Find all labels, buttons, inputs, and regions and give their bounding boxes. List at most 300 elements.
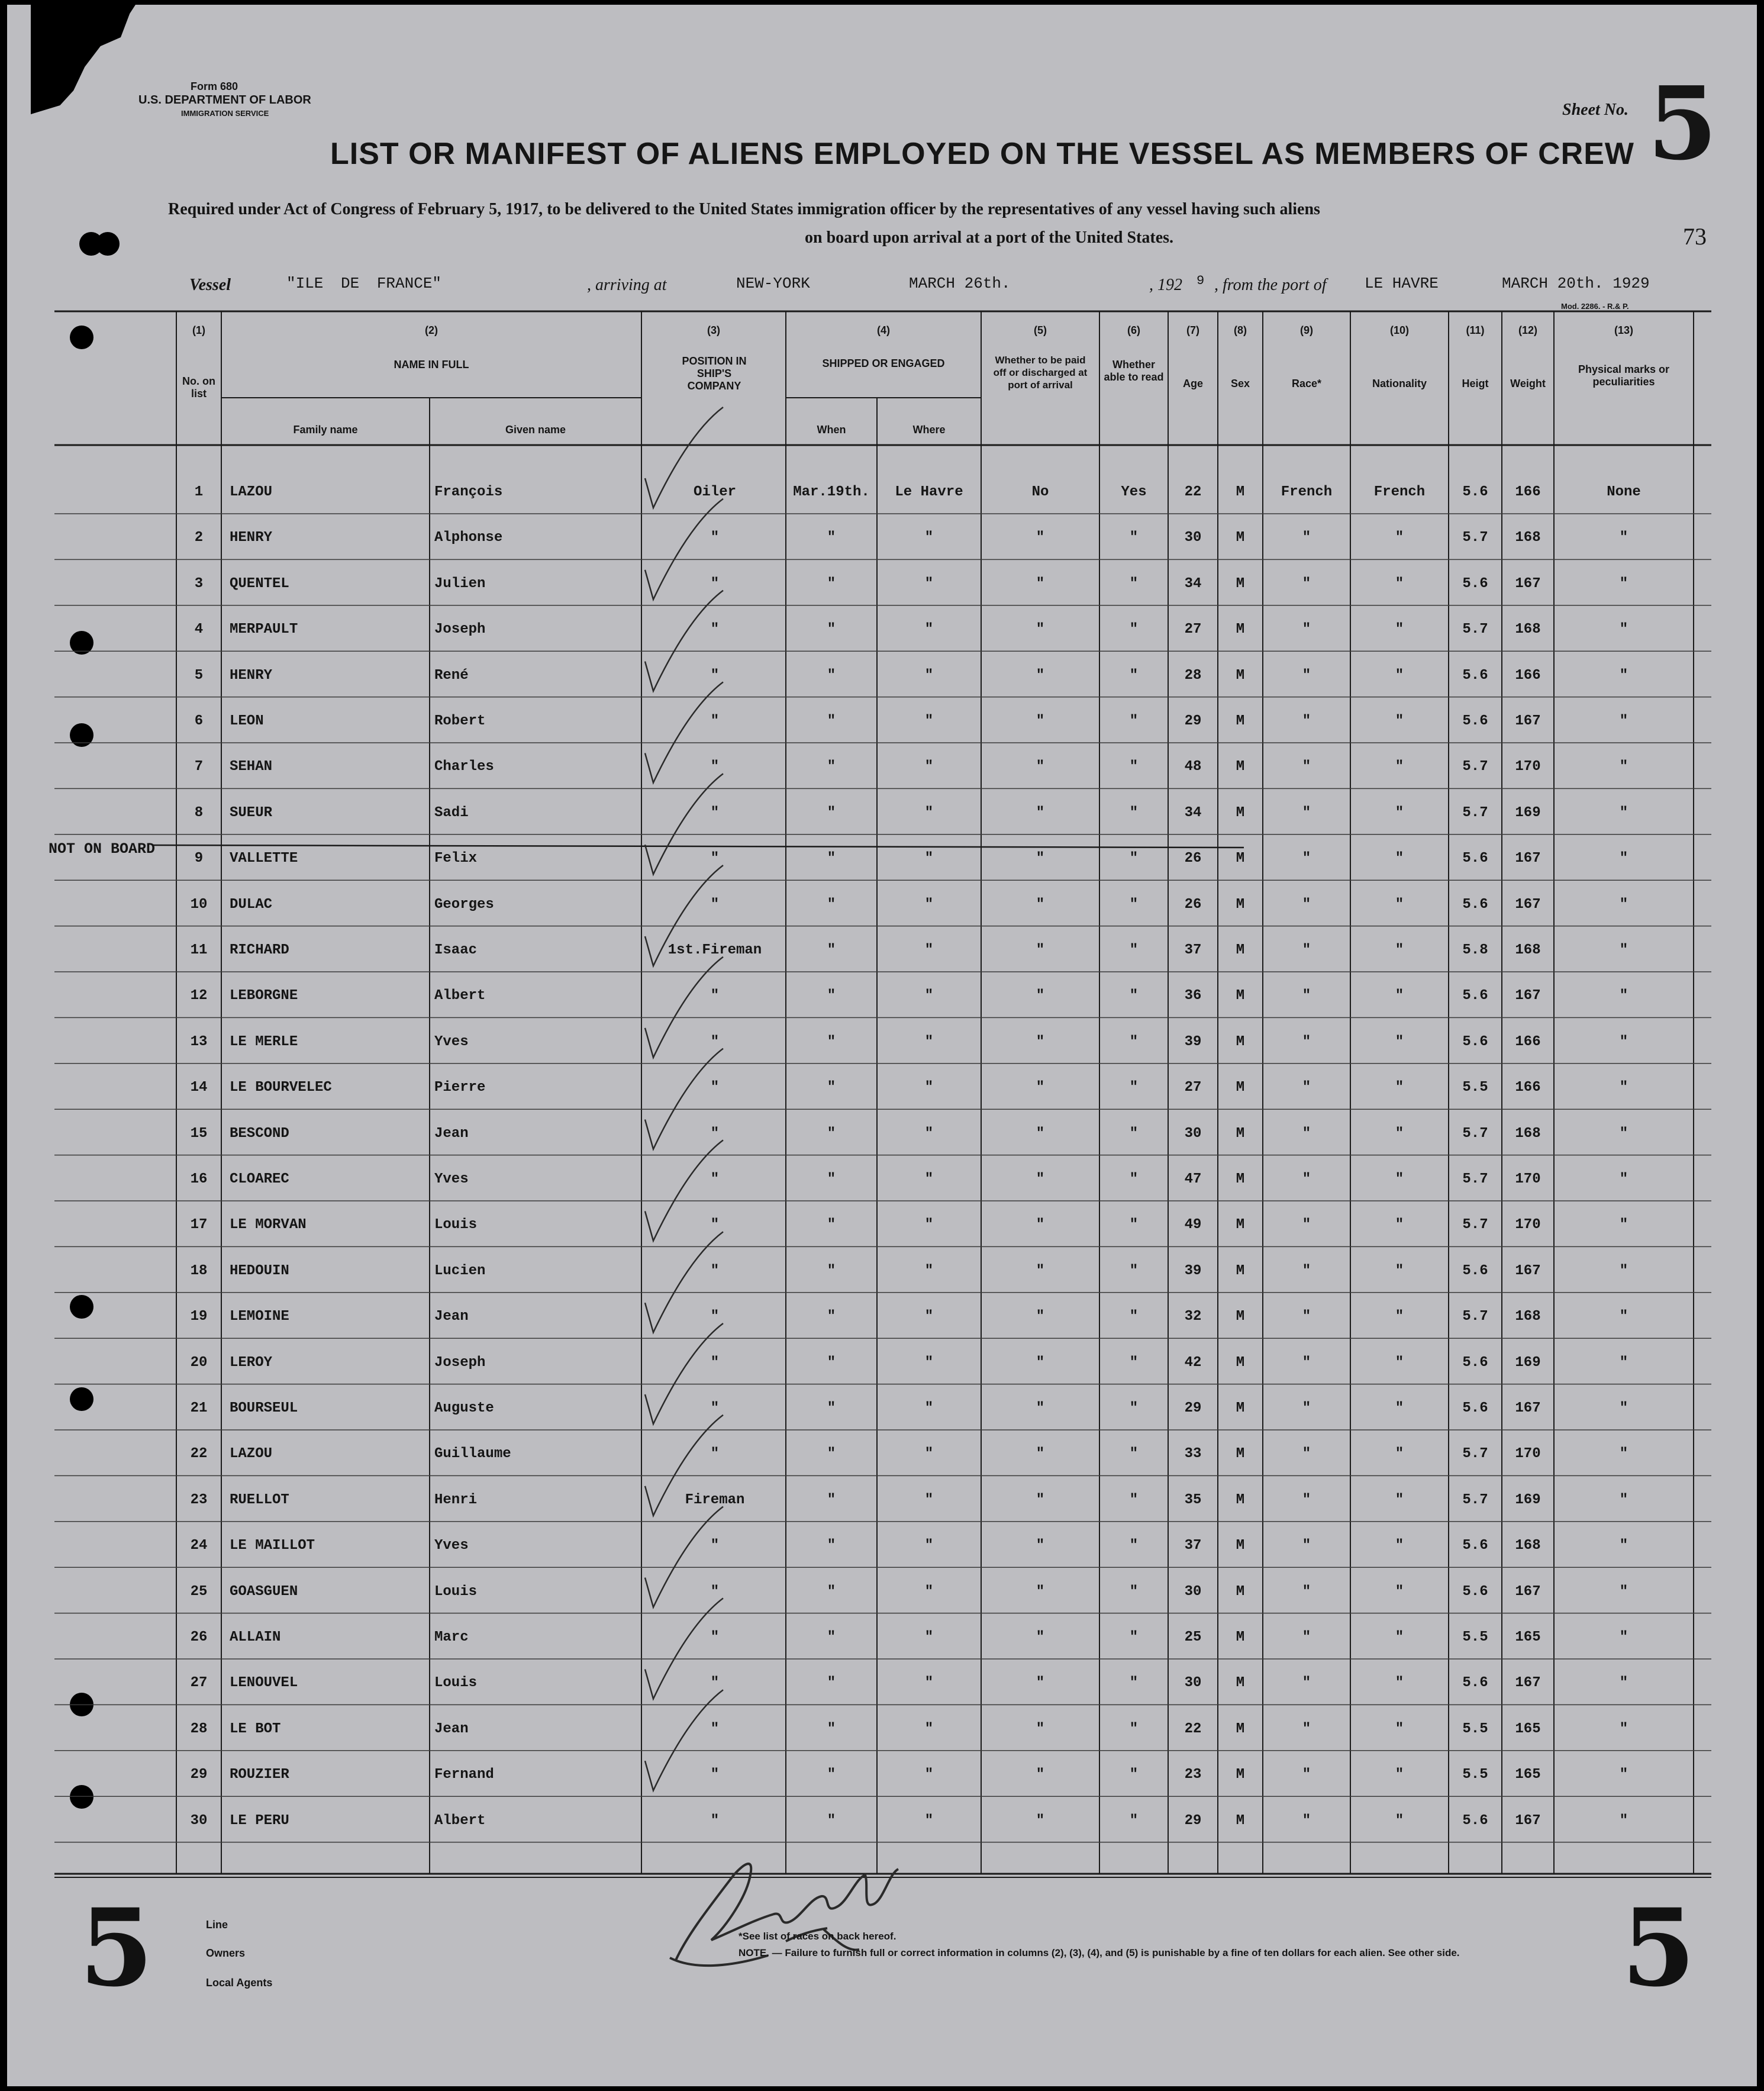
nationality: " — [1395, 1767, 1404, 1783]
race: " — [1302, 1217, 1311, 1233]
shipped-when: " — [827, 1033, 836, 1050]
nationality: " — [1395, 1400, 1404, 1416]
physical-marks: " — [1619, 1171, 1628, 1187]
age: 35 — [1184, 1491, 1202, 1508]
family-name: LE MORVAN — [230, 1217, 307, 1233]
paid-off: " — [1036, 1812, 1045, 1829]
shipped-where: " — [924, 1629, 934, 1645]
paid-off: No — [1031, 484, 1049, 500]
shipped-when: " — [827, 621, 836, 638]
shipped-when: " — [827, 1491, 836, 1508]
height: 5.7 — [1462, 1125, 1488, 1142]
paid-off: " — [1036, 804, 1045, 821]
shipped-when: " — [827, 1675, 836, 1692]
vessel-name: "ILE DE FRANCE" — [286, 275, 442, 292]
physical-marks: " — [1619, 850, 1628, 867]
height: 5.6 — [1462, 484, 1488, 500]
paid-off: " — [1036, 713, 1045, 729]
family-name: BESCOND — [230, 1125, 289, 1142]
age: 29 — [1184, 713, 1202, 729]
position: Fireman — [685, 1491, 745, 1508]
position: " — [710, 1125, 720, 1142]
row-number: 11 — [190, 942, 208, 958]
local-agents-label: Local Agents — [206, 1977, 273, 1989]
shipped-when: " — [827, 1767, 836, 1783]
nationality: " — [1395, 1721, 1404, 1737]
able-to-read: " — [1129, 1446, 1139, 1462]
paid-off: " — [1036, 530, 1045, 546]
height: 5.6 — [1462, 667, 1488, 684]
sex: M — [1236, 988, 1245, 1004]
age: 39 — [1184, 1033, 1202, 1050]
nationality: " — [1395, 713, 1404, 729]
position: " — [710, 1812, 720, 1829]
sex: M — [1236, 850, 1245, 867]
arriving-date: MARCH 26th. — [909, 275, 1011, 292]
weight: 166 — [1515, 1033, 1541, 1050]
age: 49 — [1184, 1217, 1202, 1233]
col11-header: Heigt — [1462, 378, 1489, 389]
age: 27 — [1184, 1080, 1202, 1096]
sex: M — [1236, 1217, 1245, 1233]
family-name: LEROY — [230, 1354, 273, 1371]
position: " — [710, 988, 720, 1004]
col11-number: (11) — [1466, 324, 1485, 336]
col1-header: No. on list — [182, 375, 215, 399]
race: " — [1302, 896, 1311, 913]
race: " — [1302, 1446, 1311, 1462]
race: " — [1302, 530, 1311, 546]
owners-label: Owners — [206, 1947, 246, 1959]
family-name: RUELLOT — [230, 1491, 289, 1508]
given-name: Sadi — [434, 804, 469, 821]
nationality: " — [1395, 759, 1404, 775]
nationality: " — [1395, 1033, 1404, 1050]
shipped-when: " — [827, 1721, 836, 1737]
from-label: , from the port of — [1214, 276, 1327, 294]
service: IMMIGRATION SERVICE — [181, 109, 269, 118]
paid-off: " — [1036, 1583, 1045, 1600]
height: 5.5 — [1462, 1629, 1488, 1645]
given-name: Louis — [434, 1583, 478, 1600]
shipped-when: " — [827, 713, 836, 729]
sex: M — [1236, 942, 1245, 958]
row-number: 4 — [194, 621, 204, 638]
given-name: Isaac — [434, 942, 478, 958]
shipped-where: " — [924, 1538, 934, 1554]
row-number: 15 — [190, 1125, 208, 1142]
paid-off: " — [1036, 988, 1045, 1004]
sex: M — [1236, 1538, 1245, 1554]
shipped-when: " — [827, 804, 836, 821]
shipped-when: " — [827, 1629, 836, 1645]
sex: M — [1236, 575, 1245, 592]
department: U.S. DEPARTMENT OF LABOR — [138, 94, 311, 107]
age: 30 — [1184, 1583, 1202, 1600]
shipped-where: " — [924, 713, 934, 729]
able-to-read: " — [1129, 850, 1139, 867]
age: 39 — [1184, 1262, 1202, 1279]
shipped-when: " — [827, 1080, 836, 1096]
physical-marks: " — [1619, 1538, 1628, 1554]
paid-off: " — [1036, 1080, 1045, 1096]
height: 5.7 — [1462, 759, 1488, 775]
paid-off: " — [1036, 1125, 1045, 1142]
able-to-read: " — [1129, 1400, 1139, 1416]
paid-off: " — [1036, 1491, 1045, 1508]
position: " — [710, 1446, 720, 1462]
shipped-where: " — [924, 1583, 934, 1600]
sex: M — [1236, 804, 1245, 821]
height: 5.5 — [1462, 1080, 1488, 1096]
weight: 167 — [1515, 1262, 1541, 1279]
row-number: 27 — [190, 1675, 208, 1692]
height: 5.6 — [1462, 713, 1488, 729]
col4-header: SHIPPED OR ENGAGED — [822, 357, 945, 369]
position: " — [710, 1538, 720, 1554]
form-subtitle-2: on board upon arrival at a port of the United States. — [805, 228, 1174, 247]
sex: M — [1236, 1812, 1245, 1829]
given-name: Alphonse — [434, 530, 503, 546]
shipped-where: " — [924, 1171, 934, 1187]
age: 42 — [1184, 1354, 1202, 1371]
given-name: Yves — [434, 1033, 469, 1050]
age: 28 — [1184, 667, 1202, 684]
row-number: 29 — [190, 1767, 208, 1783]
given-name: Guillaume — [434, 1446, 511, 1462]
col7-header: Age — [1182, 378, 1203, 389]
sex: M — [1236, 1309, 1245, 1325]
family-name: LE BOT — [230, 1721, 281, 1737]
col2-number: (2) — [425, 324, 438, 336]
height: 5.6 — [1462, 850, 1488, 867]
family-name: LEBORGNE — [230, 988, 298, 1004]
given-name: René — [434, 667, 469, 684]
able-to-read: " — [1129, 759, 1139, 775]
race: " — [1302, 1262, 1311, 1279]
vessel-label: Vessel — [189, 276, 231, 294]
nationality: " — [1395, 1125, 1404, 1142]
given-name: Auguste — [434, 1400, 494, 1416]
physical-marks: " — [1619, 896, 1628, 913]
able-to-read: " — [1129, 621, 1139, 638]
weight: 168 — [1515, 1309, 1541, 1325]
paid-off: " — [1036, 759, 1045, 775]
sex: M — [1236, 1033, 1245, 1050]
height: 5.7 — [1462, 1309, 1488, 1325]
shipped-when: " — [827, 942, 836, 958]
nationality: " — [1395, 1309, 1404, 1325]
height: 5.5 — [1462, 1721, 1488, 1737]
age: 26 — [1184, 896, 1202, 913]
weight: 167 — [1515, 1812, 1541, 1829]
age: 32 — [1184, 1309, 1202, 1325]
family-name: BOURSEUL — [230, 1400, 298, 1416]
race: " — [1302, 713, 1311, 729]
sex: M — [1236, 1080, 1245, 1096]
shipped-when: " — [827, 1354, 836, 1371]
col4b-header: Where — [912, 424, 946, 436]
height: 5.6 — [1462, 1538, 1488, 1554]
paid-off: " — [1036, 1217, 1045, 1233]
weight: 170 — [1515, 1446, 1541, 1462]
weight: 169 — [1515, 1491, 1541, 1508]
nationality: " — [1395, 1812, 1404, 1829]
col7-number: (7) — [1186, 324, 1199, 336]
height: 5.6 — [1462, 1262, 1488, 1279]
row-number: 19 — [190, 1309, 208, 1325]
family-name: CLOAREC — [230, 1171, 289, 1187]
sex: M — [1236, 484, 1245, 500]
able-to-read: " — [1129, 1538, 1139, 1554]
able-to-read: " — [1129, 988, 1139, 1004]
paid-off: " — [1036, 850, 1045, 867]
weight: 168 — [1515, 1125, 1541, 1142]
position: " — [710, 530, 720, 546]
height: 5.6 — [1462, 1033, 1488, 1050]
able-to-read: " — [1129, 1675, 1139, 1692]
nationality: " — [1395, 988, 1404, 1004]
age: 22 — [1184, 1721, 1202, 1737]
physical-marks: " — [1619, 621, 1628, 638]
physical-marks: " — [1619, 1491, 1628, 1508]
shipped-where: " — [924, 1080, 934, 1096]
shipped-where: " — [924, 1262, 934, 1279]
height: 5.5 — [1462, 1767, 1488, 1783]
shipped-when: " — [827, 988, 836, 1004]
shipped-where: " — [924, 1721, 934, 1737]
race: " — [1302, 1767, 1311, 1783]
sex: M — [1236, 1400, 1245, 1416]
given-name: Joseph — [434, 621, 486, 638]
mod-number: Mod. 2286. - R.& P. — [1561, 302, 1629, 311]
physical-marks: " — [1619, 530, 1628, 546]
shipped-when: " — [827, 896, 836, 913]
race: " — [1302, 804, 1311, 821]
race: " — [1302, 988, 1311, 1004]
family-name: LE PERU — [230, 1812, 289, 1829]
sheet-label: Sheet No. — [1562, 101, 1628, 119]
col9-number: (9) — [1300, 324, 1313, 336]
able-to-read: " — [1129, 1033, 1139, 1050]
given-name: Jean — [434, 1721, 469, 1737]
family-name: LAZOU — [230, 484, 273, 500]
weight: 168 — [1515, 1538, 1541, 1554]
family-name: SUEUR — [230, 804, 273, 821]
position: " — [710, 1033, 720, 1050]
able-to-read: " — [1129, 530, 1139, 546]
race: " — [1302, 850, 1311, 867]
race: " — [1302, 1675, 1311, 1692]
year-suffix: 9 — [1197, 273, 1205, 288]
position: " — [710, 1583, 720, 1600]
col12-number: (12) — [1518, 324, 1537, 336]
shipped-where: " — [924, 1309, 934, 1325]
sex: M — [1236, 1171, 1245, 1187]
weight: 170 — [1515, 1171, 1541, 1187]
page-number: 73 — [1683, 223, 1707, 250]
age: 29 — [1184, 1812, 1202, 1829]
nationality: " — [1395, 621, 1404, 638]
height: 5.6 — [1462, 1354, 1488, 1371]
physical-marks: " — [1619, 1080, 1628, 1096]
physical-marks: " — [1619, 667, 1628, 684]
sex: M — [1236, 667, 1245, 684]
row-number: 16 — [190, 1171, 208, 1187]
family-name: ROUZIER — [230, 1767, 289, 1783]
physical-marks: " — [1619, 759, 1628, 775]
form-title: LIST OR MANIFEST OF ALIENS EMPLOYED ON THE VESSEL AS MEMBERS OF CREW — [330, 137, 1634, 171]
able-to-read: " — [1129, 667, 1139, 684]
given-name: Louis — [434, 1217, 478, 1233]
paid-off: " — [1036, 942, 1045, 958]
family-name: LENOUVEL — [230, 1675, 298, 1692]
nationality: " — [1395, 1080, 1404, 1096]
races-note: *See list of races on back hereof. — [739, 1931, 896, 1942]
race: " — [1302, 1812, 1311, 1829]
nationality: " — [1395, 804, 1404, 821]
weight: 165 — [1515, 1767, 1541, 1783]
age: 30 — [1184, 1125, 1202, 1142]
height: 5.6 — [1462, 1400, 1488, 1416]
col4a-header: When — [817, 424, 846, 436]
family-name: MERPAULT — [230, 621, 298, 638]
paid-off: " — [1036, 1354, 1045, 1371]
sex: M — [1236, 1629, 1245, 1645]
able-to-read: " — [1129, 804, 1139, 821]
position: " — [710, 1354, 720, 1371]
race: " — [1302, 621, 1311, 638]
shipped-where: " — [924, 530, 934, 546]
paid-off: " — [1036, 1538, 1045, 1554]
col8-header: Sex — [1230, 378, 1250, 389]
height: 5.6 — [1462, 988, 1488, 1004]
height: 5.6 — [1462, 1812, 1488, 1829]
shipped-when: " — [827, 1446, 836, 1462]
position: " — [710, 1721, 720, 1737]
height: 5.6 — [1462, 1675, 1488, 1692]
family-name: LE MERLE — [230, 1033, 298, 1050]
physical-marks: " — [1619, 1354, 1628, 1371]
age: 25 — [1184, 1629, 1202, 1645]
family-name: LE MAILLOT — [230, 1538, 315, 1554]
penalty-note: NOTE. — Failure to furnish full or correct information in columns (2), (3), (4), and (5) is punishable by a fine of ten dollars for each alien. See other side. — [739, 1947, 1460, 1958]
shipped-when: " — [827, 1400, 836, 1416]
given-name: Yves — [434, 1171, 469, 1187]
row-number: 28 — [190, 1721, 208, 1737]
nationality: " — [1395, 1262, 1404, 1279]
arriving-label: , arriving at — [587, 276, 667, 294]
given-name: Julien — [434, 575, 486, 592]
shipped-when: " — [827, 1217, 836, 1233]
given-name: Albert — [434, 1812, 486, 1829]
age: 34 — [1184, 575, 1202, 592]
weight: 165 — [1515, 1721, 1541, 1737]
year-prefix: , 192 — [1149, 276, 1182, 294]
able-to-read: " — [1129, 1262, 1139, 1279]
nationality: " — [1395, 1446, 1404, 1462]
age: 22 — [1184, 484, 1202, 500]
col9-header: Race* — [1291, 378, 1322, 389]
shipped-where: " — [924, 1400, 934, 1416]
given-name: Jean — [434, 1309, 469, 1325]
physical-marks: " — [1619, 713, 1628, 729]
shipped-when: " — [827, 850, 836, 867]
col5-number: (5) — [1034, 324, 1047, 336]
shipped-when: Mar.19th. — [793, 484, 870, 500]
position: " — [710, 1080, 720, 1096]
able-to-read: " — [1129, 1309, 1139, 1325]
able-to-read: " — [1129, 1354, 1139, 1371]
row-number: 10 — [190, 896, 208, 913]
shipped-where: " — [924, 621, 934, 638]
from-date: MARCH 20th. 1929 — [1502, 275, 1650, 292]
height: 5.7 — [1462, 1171, 1488, 1187]
nationality: " — [1395, 575, 1404, 592]
row-number: 22 — [190, 1446, 208, 1462]
nationality: " — [1395, 1491, 1404, 1508]
nationality: " — [1395, 1538, 1404, 1554]
race: " — [1302, 1400, 1311, 1416]
given-name: Charles — [434, 759, 494, 775]
position: " — [710, 1217, 720, 1233]
physical-marks: " — [1619, 804, 1628, 821]
from-port: LE HAVRE — [1365, 275, 1439, 292]
paid-off: " — [1036, 1675, 1045, 1692]
position: 1st.Fireman — [667, 942, 762, 958]
age: 33 — [1184, 1446, 1202, 1462]
row-number: 20 — [190, 1354, 208, 1371]
physical-marks: None — [1607, 484, 1641, 500]
position: " — [710, 1675, 720, 1692]
arriving-port: NEW-YORK — [736, 275, 810, 292]
given-name: Louis — [434, 1675, 478, 1692]
height: 5.6 — [1462, 896, 1488, 913]
weight: 166 — [1515, 1080, 1541, 1096]
col2a-header: Family name — [293, 424, 358, 436]
age: 30 — [1184, 1675, 1202, 1692]
race: " — [1302, 1080, 1311, 1096]
shipped-where: " — [924, 1033, 934, 1050]
row-number: 23 — [190, 1491, 208, 1508]
sex: M — [1236, 1354, 1245, 1371]
paid-off: " — [1036, 1721, 1045, 1737]
height: 5.7 — [1462, 1491, 1488, 1508]
race: " — [1302, 667, 1311, 684]
row-number: 14 — [190, 1080, 208, 1096]
height: 5.7 — [1462, 1217, 1488, 1233]
able-to-read: " — [1129, 713, 1139, 729]
weight: 168 — [1515, 530, 1541, 546]
paid-off: " — [1036, 1629, 1045, 1645]
col12-header: Weight — [1510, 378, 1546, 389]
nationality: " — [1395, 896, 1404, 913]
position: " — [710, 804, 720, 821]
family-name: LEMOINE — [230, 1309, 289, 1325]
sex: M — [1236, 621, 1245, 638]
age: 30 — [1184, 530, 1202, 546]
weight: 167 — [1515, 713, 1541, 729]
position: " — [710, 621, 720, 638]
able-to-read: " — [1129, 1217, 1139, 1233]
race: " — [1302, 1629, 1311, 1645]
age: 26 — [1184, 850, 1202, 867]
paid-off: " — [1036, 1400, 1045, 1416]
row-number: 12 — [190, 988, 208, 1004]
shipped-where: " — [924, 1491, 934, 1508]
row-number: 26 — [190, 1629, 208, 1645]
sex: M — [1236, 530, 1245, 546]
